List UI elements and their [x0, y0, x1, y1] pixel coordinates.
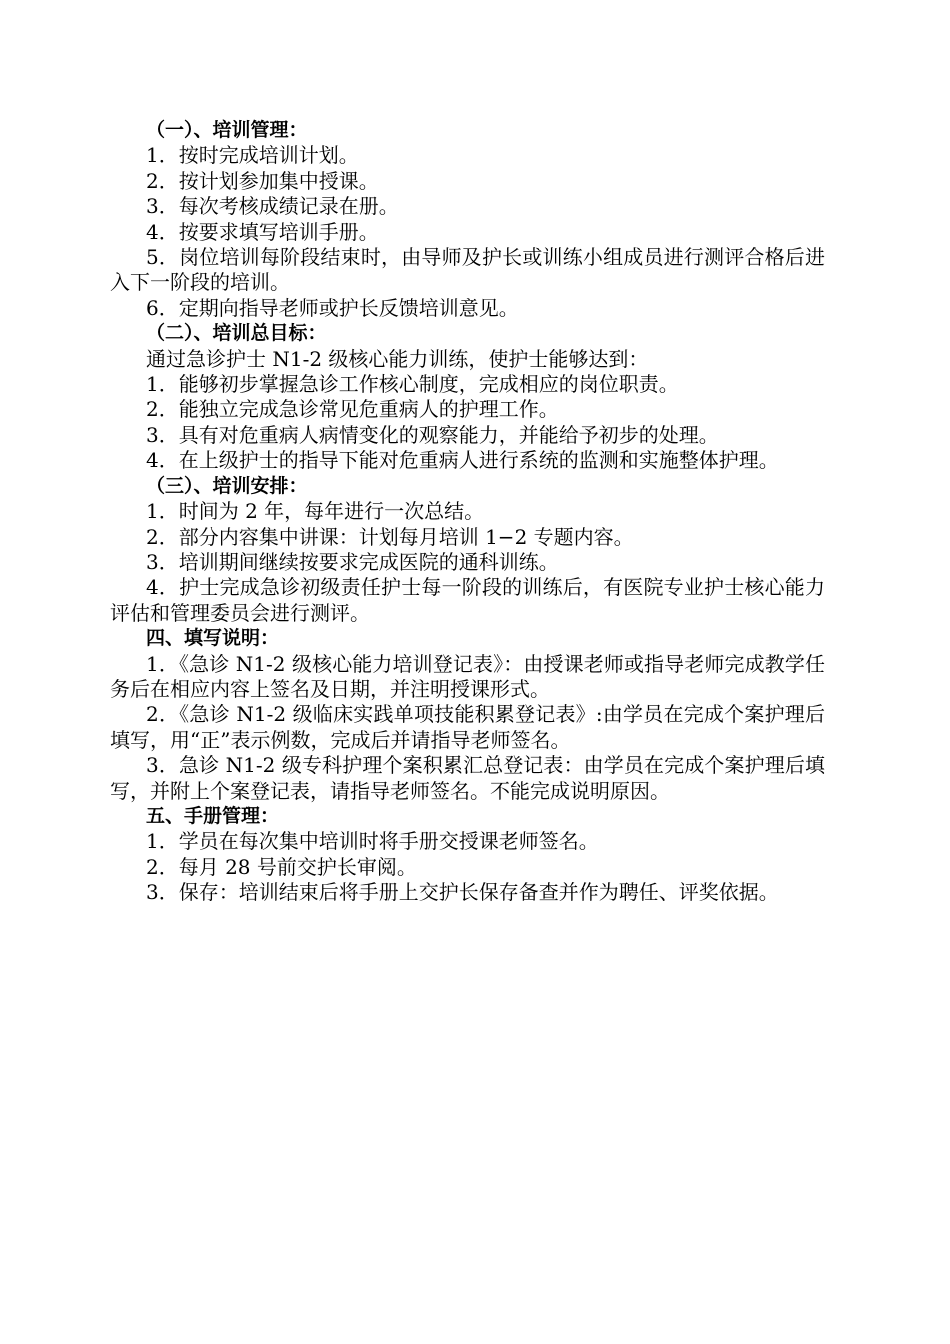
list-item: 2．《急诊 N1-2 级临床实践单项技能积累登记表》:由学员在完成个案护理后填写，用“正”表示例数，完成后并请指导老师签名。 [110, 702, 825, 752]
section-heading-overall-goals: （二）、培训总目标： [146, 322, 327, 345]
list-item: 3．急诊 N1-2 级专科护理个案积累汇总登记表：由学员在完成个案护理后填写，并附上个案登记表，请指导老师签名。不能完成说明原因。 [110, 753, 825, 803]
list-item: 1．《急诊 N1-2 级核心能力培训登记表》：由授课老师或指导老师完成教学任务后在相应内容上签名及日期，并注明授课形式。 [110, 651, 825, 701]
list-item: 2．按计划参加集中授课。 [146, 168, 379, 193]
section-intro: 通过急诊护士 N1-2 级核心能力训练，使护士能够达到： [146, 346, 649, 371]
list-item: 3．具有对危重病人病情变化的观察能力，并能给予初步的处理。 [146, 422, 719, 447]
list-item: 2．每月 28 号前交护长审阅。 [146, 854, 417, 879]
list-item: 4．护士完成急诊初级责任护士每一阶段的训练后，有医院专业护士核心能力评估和管理委员会进行测评。 [110, 575, 825, 625]
list-item: 4．按要求填写培训手册。 [146, 219, 379, 244]
list-item: 3．每次考核成绩记录在册。 [146, 194, 399, 219]
list-item: 4．在上级护士的指导下能对危重病人进行系统的监测和实施整体护理。 [146, 448, 779, 473]
list-item: 1．时间为 2 年，每年进行一次总结。 [146, 499, 485, 524]
list-item: 3．培训期间继续按要求完成医院的通科训练。 [146, 549, 559, 574]
list-item: 2．部分内容集中讲课：计划每月培训 1−2 专题内容。 [146, 524, 634, 549]
section-heading-filling-instructions: 四、填写说明： [146, 627, 280, 650]
list-item: 1．能够初步掌握急诊工作核心制度，完成相应的岗位职责。 [146, 372, 679, 397]
list-item: 5．岗位培训每阶段结束时，由导师及护长或训练小组成员进行测评合格后进入下一阶段的培训。 [110, 245, 825, 295]
list-item: 1．按时完成培训计划。 [146, 143, 359, 168]
list-item: 6．定期向指导老师或护长反馈培训意见。 [146, 295, 519, 320]
list-item: 2．能独立完成急诊常见危重病人的护理工作。 [146, 397, 559, 422]
section-heading-training-arrangement: （三）、培训安排： [146, 474, 308, 497]
list-item: 1．学员在每次集中培训时将手册交授课老师签名。 [146, 829, 599, 854]
list-item: 3．保存：培训结束后将手册上交护长保存备查并作为聘任、评奖依据。 [146, 880, 779, 905]
section-heading-manual-management: 五、手册管理： [146, 804, 280, 827]
section-heading-training-management: （一）、培训管理： [146, 119, 308, 141]
document-page [110, 118, 825, 906]
